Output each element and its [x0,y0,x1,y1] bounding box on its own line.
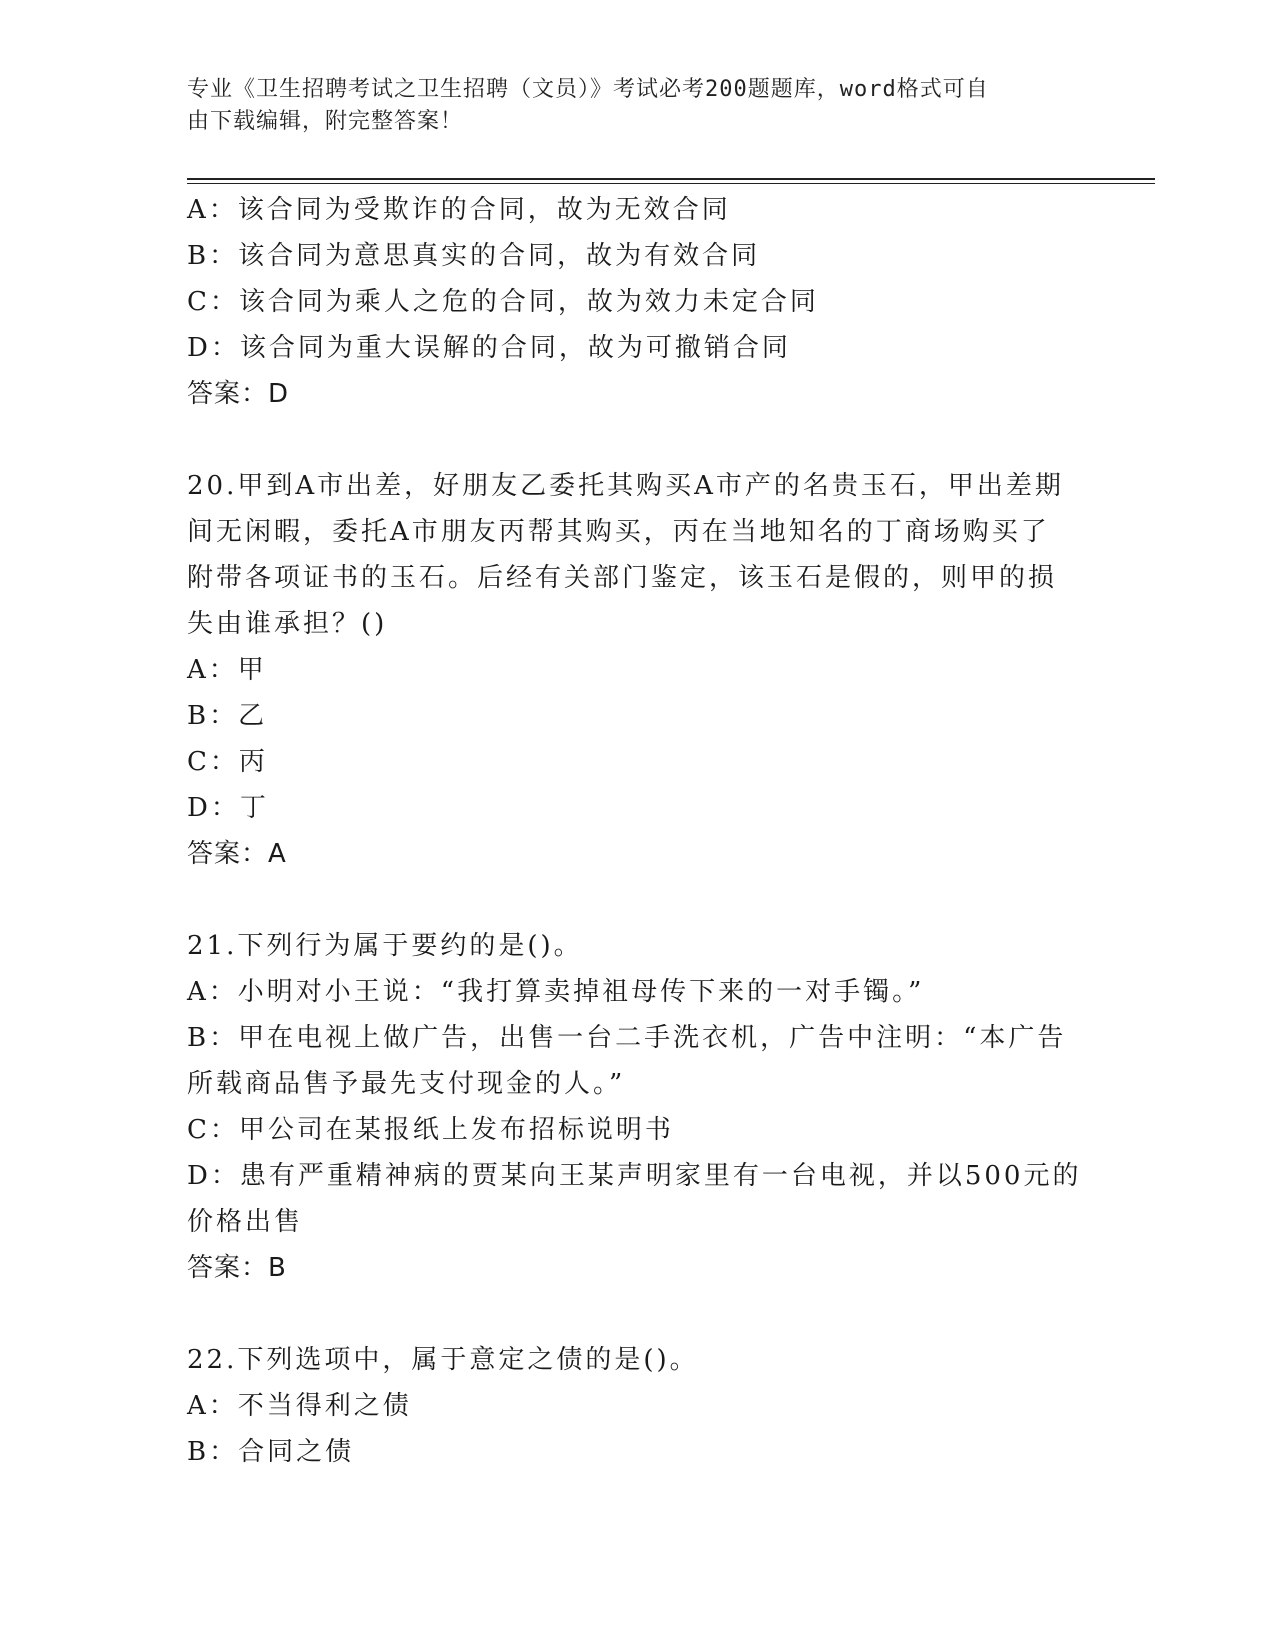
question-text-line: 22.下列选项中，属于意定之债的是()。 [187,1345,699,1375]
option-d: D：患有严重精神病的贾某向王某声明家里有一台电视，并以500元的 [187,1161,1082,1191]
option-a: A：不当得利之债 [187,1391,412,1421]
option-b: B：该合同为意思真实的合同，故为有效合同 [187,241,761,271]
answer-label: 答案：B [187,1253,287,1283]
header-line-2: 由下载编辑，附完整答案！ [187,109,464,134]
question-content [187,187,1087,1475]
question-19 [187,187,1087,417]
option-c: C：甲公司在某报纸上发布招标说明书 [187,1115,674,1145]
answer-label: 答案：D [187,379,290,409]
spacer [187,877,1087,923]
header-divider-thin [187,183,1155,184]
option-c: C：该合同为乘人之危的合同，故为效力未定合同 [187,287,819,317]
option-b: B：合同之债 [187,1437,355,1467]
option-a: A：甲 [187,655,267,685]
option-a: A：该合同为受欺诈的合同，故为无效合同 [187,195,731,225]
header-line-1: 专业《卫生招聘考试之卫生招聘（文员）》考试必考200题题库，word格式可自 [187,77,989,102]
option-b-continued: 所载商品售予最先支付现金的人。” [187,1069,626,1099]
spacer [187,1291,1087,1337]
spacer [187,417,1087,463]
header-divider-thick [187,178,1155,180]
question-text-line: 20.甲到A市出差，好朋友乙委托其购买A市产的名贵玉石，甲出差期 [187,471,1064,501]
question-text-line: 附带各项证书的玉石。后经有关部门鉴定，该玉石是假的，则甲的损 [187,563,1058,593]
option-d-continued: 价格出售 [187,1207,304,1237]
document-header [187,74,1067,138]
option-b: B：乙 [187,701,268,731]
question-text-line: 21.下列行为属于要约的是()。 [187,931,583,961]
answer-label: 答案：A [187,839,287,869]
question-text-line: 失由谁承担？() [187,609,388,639]
question-22 [187,1337,1087,1475]
option-b: B：甲在电视上做广告，出售一台二手洗衣机，广告中注明：“本广告 [187,1023,1067,1053]
option-d: D：该合同为重大误解的合同，故为可撤销合同 [187,333,791,363]
option-c: C：丙 [187,747,268,777]
question-21 [187,923,1087,1291]
option-a: A：小明对小王说：“我打算卖掉祖母传下来的一对手镯。” [187,977,925,1007]
question-text-line: 间无闲暇，委托A市朋友丙帮其购买，丙在当地知名的丁商场购买了 [187,517,1050,547]
option-d: D：丁 [187,793,269,823]
question-20 [187,463,1087,877]
